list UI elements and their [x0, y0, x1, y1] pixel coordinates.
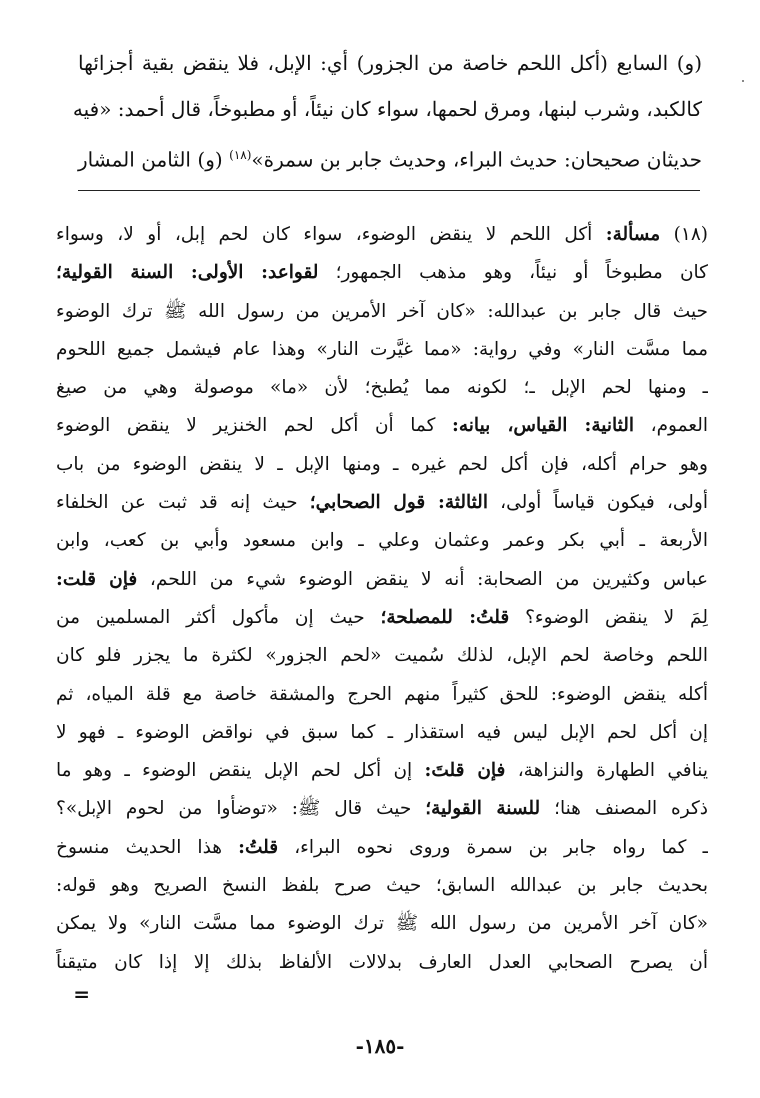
main-line-3: [78, 132, 702, 178]
footnote-line: [56, 407, 708, 445]
footnote-text: أولى، فيكون قياساً أولى،: [487, 492, 708, 514]
footnote-text: حيث إن مأكول أكثر المسلمين من: [56, 606, 381, 628]
footnote-heading: الثانية: القياس، بيانه:: [452, 415, 635, 437]
footnote-text: كما أن أكل لحم الخنزير لا ينقض الوضوء: [56, 415, 453, 437]
main-text: [72, 40, 703, 178]
continuation-mark: =: [73, 982, 90, 1006]
footnote-heading: الثالثة: قول الصحابي؛: [309, 492, 488, 514]
footnote-text: أكل اللحم لا ينقض الوضوء، سواء كان لحم إبل، أو لا، وسواء: [56, 224, 606, 245]
footnote-line: ـ ومنها لحم الإبل ـ؛ لكونه مما يُطبخ؛ لأن «ما» موصولة وهي من صيغ: [56, 377, 708, 399]
footnote-heading: قلتُ:: [238, 836, 279, 858]
footnote-label-masala: مسألة:: [605, 224, 661, 245]
footnote-text: العموم،: [634, 415, 708, 437]
footnote-heading: فإن قلت:: [56, 568, 138, 590]
footnote-line: [56, 484, 708, 522]
footnote-line: وهو حرام أكله، فإن أكل لحم غيره ـ ومنها الإبل ـ لا ينقض الوضوء من باب: [56, 453, 708, 475]
footnote-line: بحديث جابر بن عبدالله السابق؛ حيث صرح بلفظ النسخ الصريح وهو قوله:: [56, 875, 708, 897]
footnote-text: لِمَ لا ينقض الوضوء؟: [509, 606, 708, 628]
footnote-text: هذا الحديث منسوخ: [56, 836, 239, 858]
footnote-reference[interactable]: (١٨): [229, 148, 252, 162]
footnote-line: مما مسَّت النار» وفي رواية: «مما غيَّرت النار» وهذا عام فيشمل جميع اللحوم: [56, 338, 708, 360]
footnote-heading: لقواعد: الأولى: السنة القولية؛: [56, 262, 319, 284]
footnote-line: أكله ينقض الوضوء: للحق كثيراً منهم الحرج والمشقة خاصة مع قلة المياه، ثم: [56, 683, 708, 705]
footnote-line: «كان آخر الأمرين من رسول الله ﷺ ترك الوضوء مما مسَّت النار» ولا يمكن: [56, 913, 708, 935]
footnote-text: كان مطبوخاً أو نيئاً، وهو مذهب الجمهور؛: [318, 262, 708, 284]
footnote-line: [56, 599, 708, 637]
footnote-line: [56, 254, 708, 292]
main-line-1: (و) السابع (أكل اللحم خاصة من الجزور) أي: الإبل، فلا ينقض بقية أجزائها: [78, 51, 702, 75]
footnote-line: [56, 752, 708, 790]
main-line-3-text: حديثان صحيحان: حديث البراء، وحديث جابر بن سمرة»: [251, 147, 703, 172]
footnote-heading: قلتُ: للمصلحة؛: [380, 606, 510, 628]
footnote-line: اللحم وخاصة لحم الإبل، لذلك سُميت «لحم الجزور» لكثرة ما يجزر فلو كان: [56, 645, 708, 667]
footnote-line: [56, 216, 708, 254]
footnote-text: إن أكل لحم الإبل ينقض الوضوء ـ وهو ما: [56, 760, 425, 782]
page-number: -١٨٥-: [355, 1034, 405, 1058]
footnote-line: إن أكل لحم الإبل ليس فيه استقذار ـ كما سبق في نواقض الوضوء ـ فهو لا: [56, 721, 708, 743]
footnote-line: [56, 561, 708, 599]
scan-speck: [742, 80, 744, 82]
footnote-text: حيث إنه قد ثبت عن الخلفاء: [56, 492, 310, 514]
footnote-line: [56, 829, 708, 867]
footnote-heading: فإن قلتَ:: [424, 760, 506, 782]
footnote-block: [56, 216, 708, 982]
main-line-3-tail: (و) الثامن المشار: [78, 147, 230, 172]
footnote-text: عباس وكثيرين من الصحابة: أنه لا ينقض الوضوء شيء من اللحم،: [137, 568, 708, 590]
main-line-2: كالكبد، وشرب لبنها، ومرق لحمها، سواء كان نيئاً، أو مطبوخاً، قال أحمد: «فيه: [72, 97, 702, 121]
footnote-text: حيث قال ﷺ: «توضأوا من لحوم الإبل»؟: [56, 798, 426, 820]
footnote-divider: [78, 190, 700, 191]
footnote-number: (١٨): [673, 224, 708, 245]
footnote-text: ذكره المصنف هنا؛: [540, 798, 708, 820]
footnote-line: [56, 790, 708, 828]
footnote-line: حيث قال جابر بن عبدالله: «كان آخر الأمرين من رسول الله ﷺ ترك الوضوء: [56, 300, 708, 322]
footnote-heading: للسنة القولية؛: [425, 798, 541, 820]
footnote-text: ينافي الطهارة والنزاهة،: [505, 760, 708, 782]
footnote-text: ـ كما رواه جابر بن سمرة وروى نحوه البراء،: [278, 836, 708, 858]
footnote-line: الأربعة ـ أبي بكر وعمر وعثمان وعلي ـ وابن مسعود وأبي بن كعب، وابن: [56, 530, 708, 552]
footnote-line: أن يصرح الصحابي العدل العارف بدلالات الألفاظ بذلك إلا إذا كان متيقناً: [56, 951, 708, 973]
